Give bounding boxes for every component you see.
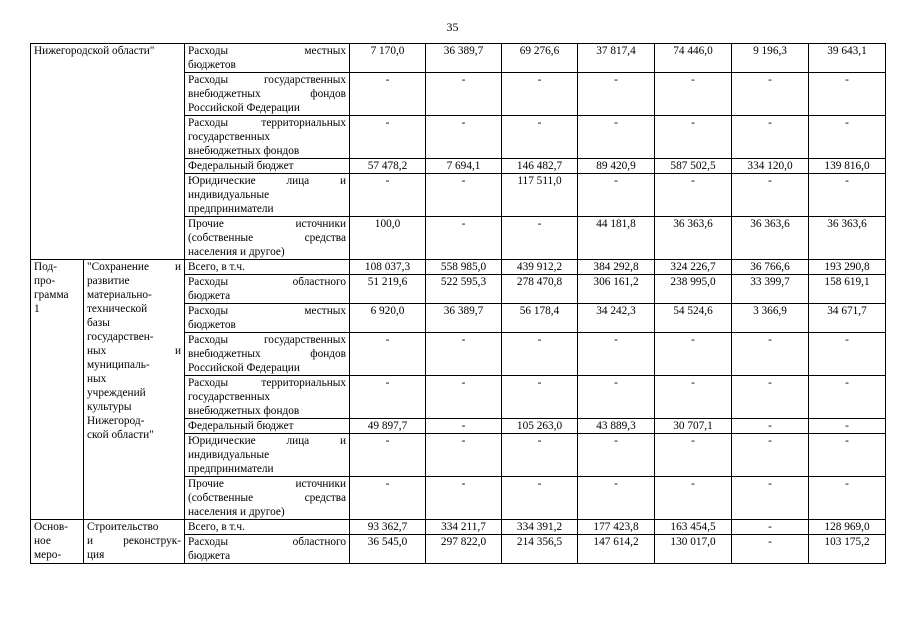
value-cell: -	[350, 434, 426, 477]
cell-line: бюджетов	[188, 319, 236, 331]
value-cell: -	[732, 376, 809, 419]
value-cell: -	[502, 217, 578, 260]
value-cell: 93 362,7	[350, 520, 426, 535]
cell-line: бюджета	[188, 550, 231, 562]
value-cell: 6 920,0	[350, 304, 426, 333]
funding-source-label	[185, 275, 350, 304]
cell-line: ция	[87, 549, 105, 561]
value-cell: 139 816,0	[809, 159, 886, 174]
value-cell: 147 614,2	[578, 535, 655, 564]
cell-line: муниципаль-	[87, 359, 150, 371]
cell-line: "Сохранение и	[87, 261, 182, 273]
value-cell: 36 766,6	[732, 260, 809, 275]
cell-line: Расходы государственных	[188, 334, 347, 346]
value-cell: 69 276,6	[502, 44, 578, 73]
value-cell: -	[809, 419, 886, 434]
value-cell: -	[578, 333, 655, 376]
cell-line: ных	[87, 373, 107, 385]
value-cell: -	[502, 116, 578, 159]
funding-source-label	[185, 376, 350, 419]
cell-line: Прочие источники	[188, 218, 347, 230]
value-cell: 39 643,1	[809, 44, 886, 73]
value-cell: -	[426, 376, 502, 419]
cell-line: населения и другое)	[188, 246, 285, 258]
program-type-cell	[31, 260, 84, 520]
value-cell: -	[732, 535, 809, 564]
funding-source-label	[185, 419, 350, 434]
program-type-cell	[31, 520, 84, 564]
cell-line: Под-	[34, 261, 57, 273]
cell-line: грамма	[34, 289, 69, 301]
value-cell: -	[578, 116, 655, 159]
value-cell: 57 478,2	[350, 159, 426, 174]
cell-line: индивидуальные	[188, 449, 270, 461]
value-cell: -	[732, 333, 809, 376]
table-row	[31, 260, 886, 275]
cell-line: предприниматели	[188, 203, 274, 215]
value-cell: 334 391,2	[502, 520, 578, 535]
value-cell: -	[502, 333, 578, 376]
value-cell: 158 619,1	[809, 275, 886, 304]
value-cell: 54 524,6	[655, 304, 732, 333]
cell-line: и реконструк-	[87, 535, 182, 547]
value-cell: 34 242,3	[578, 304, 655, 333]
value-cell: 587 502,5	[655, 159, 732, 174]
cell-line: Нижегород-	[87, 415, 145, 427]
cell-line: Всего, в т.ч.	[188, 521, 245, 533]
value-cell: -	[578, 174, 655, 217]
cell-line: материально-	[87, 289, 152, 301]
funding-source-label	[185, 159, 350, 174]
value-cell: 384 292,8	[578, 260, 655, 275]
value-cell: 177 423,8	[578, 520, 655, 535]
cell-line: ное	[34, 535, 51, 547]
value-cell: -	[502, 477, 578, 520]
cell-line: внебюджетных фондов	[188, 88, 347, 100]
value-cell: -	[426, 477, 502, 520]
cell-line: государственных	[188, 131, 271, 143]
value-cell: -	[502, 73, 578, 116]
cell-line: внебюджетных фондов	[188, 145, 300, 157]
cell-line: внебюджетных фондов	[188, 348, 347, 360]
value-cell: 37 817,4	[578, 44, 655, 73]
cell-line: ных и	[87, 345, 182, 357]
cell-line: предприниматели	[188, 463, 274, 475]
cell-line: Расходы областного	[188, 276, 347, 288]
value-cell: 128 969,0	[809, 520, 886, 535]
value-cell: 297 822,0	[426, 535, 502, 564]
value-cell: -	[732, 116, 809, 159]
value-cell: -	[809, 174, 886, 217]
value-cell: -	[655, 73, 732, 116]
value-cell: -	[809, 73, 886, 116]
value-cell: -	[809, 376, 886, 419]
cell-line: культуры	[87, 401, 132, 413]
cell-line: Расходы областного	[188, 536, 347, 548]
cell-line: населения и другое)	[188, 506, 285, 518]
funding-source-label	[185, 434, 350, 477]
table-row	[31, 44, 886, 73]
value-cell: -	[426, 419, 502, 434]
value-cell: 439 912,2	[502, 260, 578, 275]
value-cell: -	[350, 477, 426, 520]
program-type-cell	[31, 44, 185, 260]
value-cell: 334 211,7	[426, 520, 502, 535]
value-cell: 30 707,1	[655, 419, 732, 434]
cell-line: меро-	[34, 549, 62, 561]
value-cell: 36 389,7	[426, 304, 502, 333]
cell-line: развитие	[87, 275, 130, 287]
value-cell: -	[426, 333, 502, 376]
cell-line: бюджетов	[188, 59, 236, 71]
value-cell: 558 985,0	[426, 260, 502, 275]
value-cell: -	[809, 434, 886, 477]
cell-line: Основ-	[34, 521, 68, 533]
cell-line: учреждений	[87, 387, 146, 399]
cell-line: (собственные средства	[188, 232, 347, 244]
value-cell: -	[655, 174, 732, 217]
value-cell: 146 482,7	[502, 159, 578, 174]
funding-source-label	[185, 304, 350, 333]
cell-line: Расходы территориальных	[188, 377, 347, 389]
value-cell: 36 363,6	[732, 217, 809, 260]
value-cell: 89 420,9	[578, 159, 655, 174]
cell-line: Юридические лица и	[188, 435, 347, 447]
value-cell: 100,0	[350, 217, 426, 260]
value-cell: 34 671,7	[809, 304, 886, 333]
cell-line: Всего, в т.ч.	[188, 261, 245, 273]
funding-source-label	[185, 260, 350, 275]
value-cell: -	[732, 174, 809, 217]
table-row	[31, 520, 886, 535]
value-cell: -	[426, 73, 502, 116]
cell-line: государственных	[188, 391, 271, 403]
value-cell: 44 181,8	[578, 217, 655, 260]
value-cell: 36 389,7	[426, 44, 502, 73]
value-cell: -	[578, 434, 655, 477]
funding-source-label	[185, 174, 350, 217]
cell-line: ской области"	[87, 429, 154, 441]
cell-line: Прочие источники	[188, 478, 347, 490]
cell-line: про-	[34, 275, 56, 287]
cell-line: Расходы местных	[188, 45, 347, 57]
value-cell: 103 175,2	[809, 535, 886, 564]
value-cell: -	[578, 73, 655, 116]
value-cell: -	[655, 477, 732, 520]
value-cell: 117 511,0	[502, 174, 578, 217]
value-cell: -	[732, 73, 809, 116]
cell-line: Федеральный бюджет	[188, 420, 294, 432]
value-cell: -	[502, 434, 578, 477]
cell-line: Российской Федерации	[188, 362, 300, 374]
program-name-cell	[84, 260, 185, 520]
value-cell: 36 363,6	[655, 217, 732, 260]
value-cell: 33 399,7	[732, 275, 809, 304]
cell-line: Юридические лица и	[188, 175, 347, 187]
value-cell: -	[350, 333, 426, 376]
funding-source-label	[185, 73, 350, 116]
funding-source-label	[185, 520, 350, 535]
value-cell: 130 017,0	[655, 535, 732, 564]
value-cell: -	[655, 434, 732, 477]
budget-table	[30, 43, 886, 564]
value-cell: 56 178,4	[502, 304, 578, 333]
value-cell: 163 454,5	[655, 520, 732, 535]
cell-line: (собственные средства	[188, 492, 347, 504]
value-cell: 43 889,3	[578, 419, 655, 434]
value-cell: -	[655, 116, 732, 159]
cell-line: технической	[87, 303, 148, 315]
table-body	[31, 44, 886, 564]
value-cell: 7 170,0	[350, 44, 426, 73]
value-cell: 7 694,1	[426, 159, 502, 174]
value-cell: 9 196,3	[732, 44, 809, 73]
value-cell: 51 219,6	[350, 275, 426, 304]
cell-line: бюджета	[188, 290, 231, 302]
program-name-cell	[84, 520, 185, 564]
cell-line: индивидуальные	[188, 189, 270, 201]
value-cell: -	[732, 434, 809, 477]
value-cell: -	[350, 376, 426, 419]
cell-line: 1	[34, 303, 40, 315]
funding-source-label	[185, 477, 350, 520]
value-cell: -	[426, 434, 502, 477]
value-cell: -	[809, 477, 886, 520]
cell-line: Строительство	[87, 521, 159, 533]
funding-source-label	[185, 116, 350, 159]
value-cell: -	[502, 376, 578, 419]
value-cell: -	[655, 376, 732, 419]
value-cell: -	[809, 116, 886, 159]
value-cell: -	[426, 217, 502, 260]
value-cell: -	[426, 174, 502, 217]
value-cell: -	[350, 73, 426, 116]
value-cell: 105 263,0	[502, 419, 578, 434]
value-cell: -	[426, 116, 502, 159]
value-cell: 278 470,8	[502, 275, 578, 304]
value-cell: 36 545,0	[350, 535, 426, 564]
value-cell: -	[732, 419, 809, 434]
value-cell: -	[350, 116, 426, 159]
page-number: 35	[446, 20, 459, 34]
cell-line: государствен-	[87, 331, 154, 343]
value-cell: -	[809, 333, 886, 376]
value-cell: 74 446,0	[655, 44, 732, 73]
value-cell: 49 897,7	[350, 419, 426, 434]
funding-source-label	[185, 217, 350, 260]
value-cell: 334 120,0	[732, 159, 809, 174]
cell-line: Расходы государственных	[188, 74, 347, 86]
value-cell: 193 290,8	[809, 260, 886, 275]
value-cell: 214 356,5	[502, 535, 578, 564]
value-cell: -	[350, 174, 426, 217]
value-cell: -	[578, 477, 655, 520]
funding-source-label	[185, 535, 350, 564]
cell-line: Федеральный бюджет	[188, 160, 294, 172]
value-cell: 108 037,3	[350, 260, 426, 275]
value-cell: 36 363,6	[809, 217, 886, 260]
value-cell: -	[732, 520, 809, 535]
program-name-text: Нижегородской области"	[34, 45, 155, 57]
value-cell: 324 226,7	[655, 260, 732, 275]
value-cell: 522 595,3	[426, 275, 502, 304]
funding-source-label	[185, 44, 350, 73]
cell-line: базы	[87, 317, 110, 329]
value-cell: 306 161,2	[578, 275, 655, 304]
cell-line: Расходы местных	[188, 305, 347, 317]
value-cell: -	[732, 477, 809, 520]
cell-line: Российской Федерации	[188, 102, 300, 114]
value-cell: -	[578, 376, 655, 419]
value-cell: 3 366,9	[732, 304, 809, 333]
funding-source-label	[185, 333, 350, 376]
cell-line: внебюджетных фондов	[188, 405, 300, 417]
cell-line: Расходы территориальных	[188, 117, 347, 129]
value-cell: 238 995,0	[655, 275, 732, 304]
value-cell: -	[655, 333, 732, 376]
